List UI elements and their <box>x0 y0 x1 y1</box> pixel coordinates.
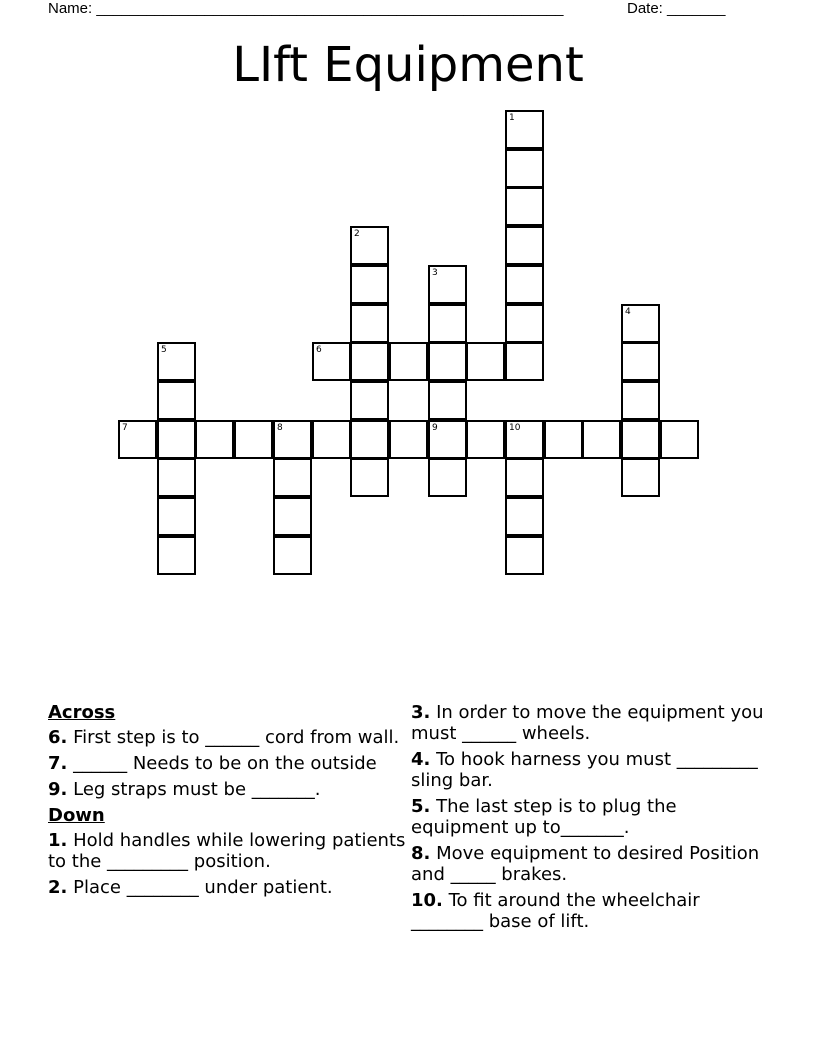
grid-cell <box>505 149 544 188</box>
clue-down-10: 10. To fit around the wheelchair ________ base of lift. <box>411 890 700 932</box>
clue-down-5: 5. The last step is to plug the equipment up to_______. <box>411 796 677 838</box>
date-field: Date: _______ <box>627 0 726 17</box>
cell-number: 1 <box>509 113 515 123</box>
grid-cell <box>389 342 428 381</box>
grid-cell <box>621 458 660 497</box>
across-heading: Across <box>48 702 116 723</box>
grid-cell <box>312 420 351 459</box>
grid-cell <box>505 110 544 149</box>
grid-cell <box>157 420 196 459</box>
grid-cell <box>350 342 389 381</box>
cell-number: 9 <box>432 423 438 433</box>
cell-number: 3 <box>432 268 438 278</box>
clues-column-right <box>411 702 771 937</box>
grid-cell <box>350 226 389 265</box>
grid-cell <box>273 420 312 459</box>
clue-across-7: 7. ______ Needs to be on the outside <box>48 753 377 774</box>
clue-down-2: 2. Place ________ under patient. <box>48 877 333 898</box>
cell-number: 10 <box>509 423 521 433</box>
grid-cell <box>582 420 621 459</box>
cell-number: 4 <box>625 307 631 317</box>
clue-down-3: 3. In order to move the equipment you must ______ wheels. <box>411 702 764 744</box>
grid-cell <box>428 458 467 497</box>
clue-across-6: 6. First step is to ______ cord from wall. <box>48 727 400 748</box>
grid-cell <box>505 536 544 575</box>
grid-cell <box>505 304 544 343</box>
grid-cell <box>544 420 583 459</box>
grid-cell <box>157 497 196 536</box>
grid-cell <box>157 381 196 420</box>
grid-cell <box>350 458 389 497</box>
grid-cell <box>428 381 467 420</box>
cell-number: 2 <box>354 229 360 239</box>
grid-cell <box>621 420 660 459</box>
grid-cell <box>350 304 389 343</box>
grid-cell <box>428 265 467 304</box>
grid-cell <box>505 497 544 536</box>
clue-down-8: 8. Move equipment to desired Position and _____ brakes. <box>411 843 760 885</box>
grid-cell <box>428 342 467 381</box>
down-heading: Down <box>48 805 105 826</box>
grid-cell <box>273 497 312 536</box>
grid-cell <box>505 342 544 381</box>
grid-cell <box>389 420 428 459</box>
grid-cell <box>505 226 544 265</box>
cell-number: 7 <box>122 423 128 433</box>
grid-cell <box>195 420 234 459</box>
grid-cell <box>466 420 505 459</box>
cell-number: 8 <box>277 423 283 433</box>
page-title: LIft Equipment <box>232 37 584 93</box>
grid-cell <box>505 265 544 304</box>
grid-cell <box>428 304 467 343</box>
grid-cell <box>621 304 660 343</box>
name-field: Name: ________________________________________________________ <box>48 0 564 17</box>
grid-cell <box>157 458 196 497</box>
grid-cell <box>428 420 467 459</box>
grid-cell <box>273 458 312 497</box>
grid-cell <box>350 420 389 459</box>
grid-cell <box>350 265 389 304</box>
grid-cell <box>273 536 312 575</box>
grid-cell <box>505 458 544 497</box>
cell-number: 6 <box>316 345 322 355</box>
grid-cell <box>157 342 196 381</box>
grid-cell <box>505 187 544 226</box>
grid-cell <box>621 381 660 420</box>
cell-number: 5 <box>161 345 167 355</box>
clue-down-1: 1. Hold handles while lowering patients to the _________ position. <box>48 830 406 872</box>
grid-cell <box>118 420 157 459</box>
grid-cell <box>505 420 544 459</box>
grid-cell <box>660 420 699 459</box>
grid-cell <box>234 420 273 459</box>
grid-cell <box>157 536 196 575</box>
grid-cell <box>466 342 505 381</box>
grid-cell <box>621 342 660 381</box>
clue-across-9: 9. Leg straps must be _______. <box>48 779 321 800</box>
grid-cell <box>312 342 351 381</box>
clues-column-left <box>48 702 408 903</box>
clue-down-4: 4. To hook harness you must _________ sling bar. <box>411 749 758 791</box>
grid-cell <box>350 381 389 420</box>
